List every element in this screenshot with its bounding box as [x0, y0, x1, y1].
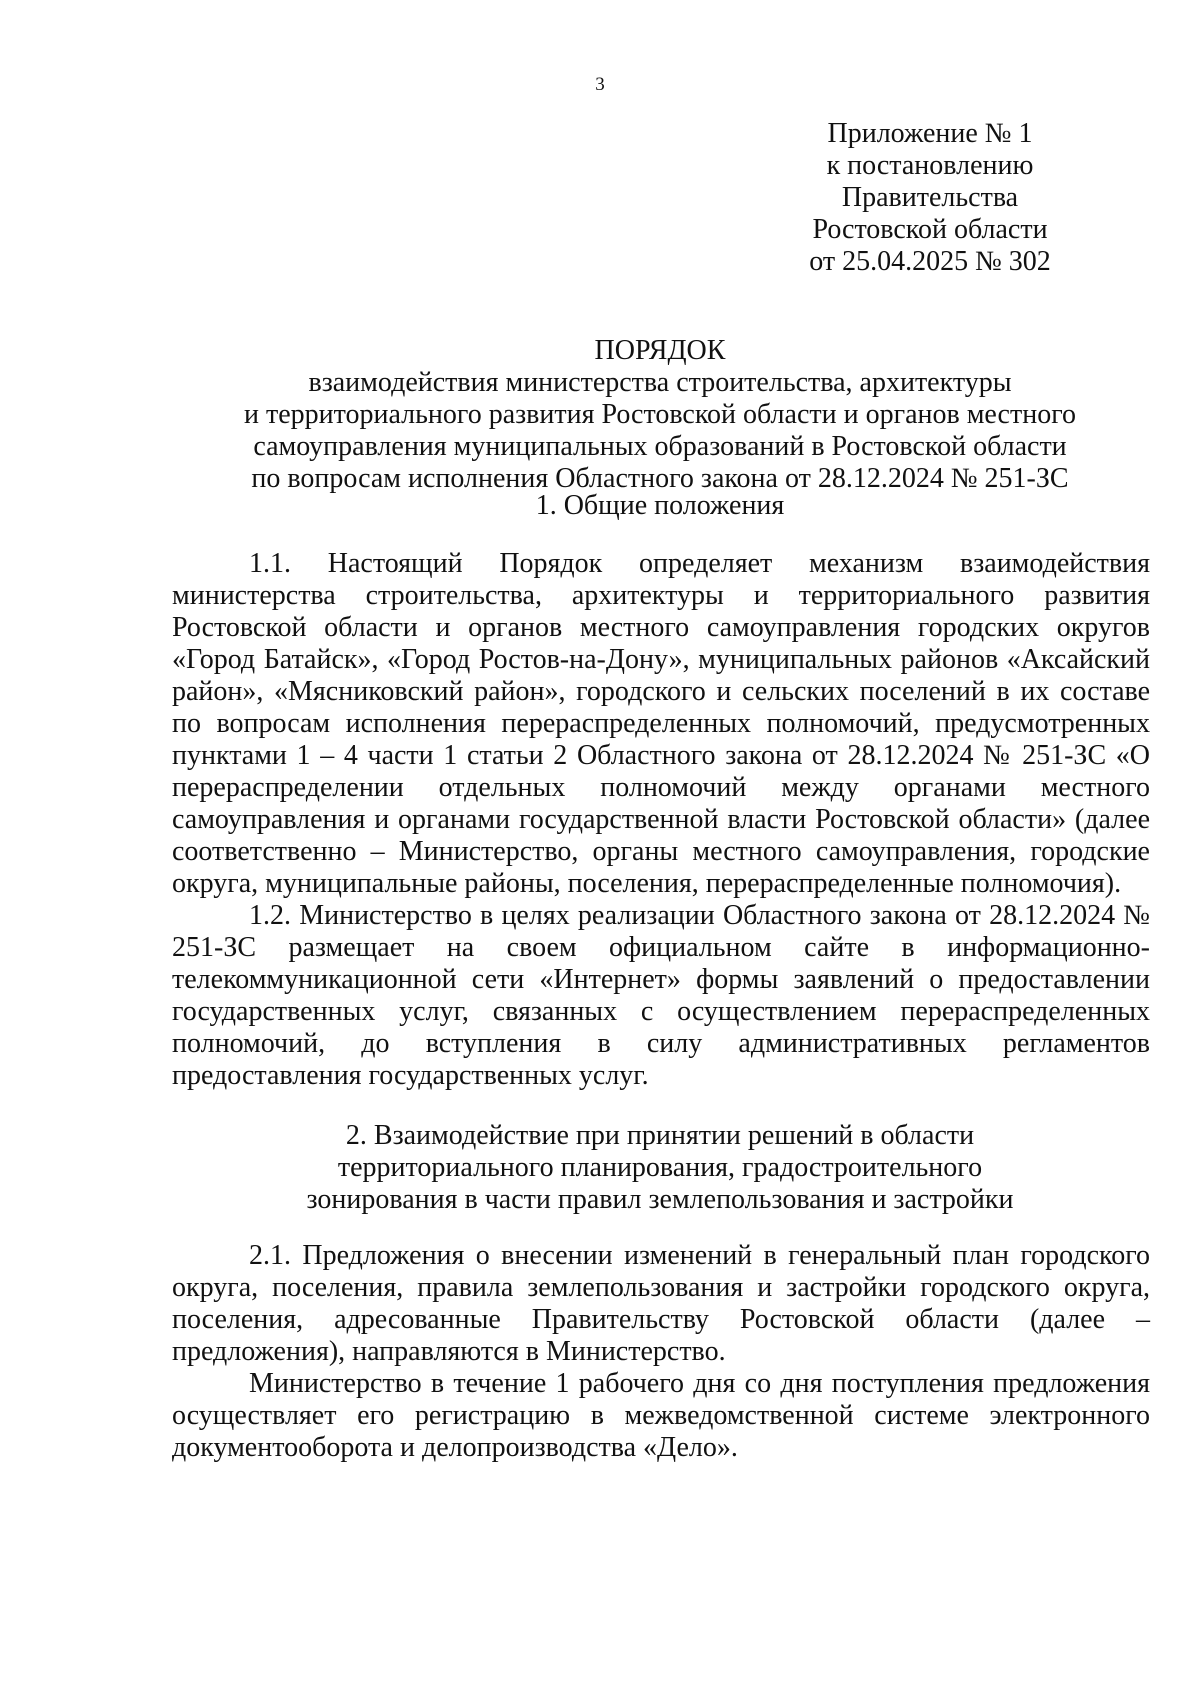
paragraph-1-1: 1.1. Настоящий Порядок определяет механизм взаимодействия министерства строительства, архитектуры и территориального развития Ростовской области и органов местного самоуправления городских округов «Город Батайск», «Город Ростов-на-Дону», муниципальных районов «Аксайский район», «Мясниковский район», городского и сельских поселений в их составе по вопросам исполнения перераспределенных полномочий, предусмотренных пунктами 1 – 4 части 1 статьи 2 Областного закона от 28.12.2024 № 251-ЗС «О перераспределении отдельных полномочий между органами местного самоуправления и органами государственной власти Ростовской области» (далее соответственно – Министерство, органы местного самоуправления, городские округа, муниципальные районы, поселения, перераспределенные полномочия). — [172, 548, 1150, 899]
document-title: ПОРЯДОК — [594, 335, 726, 366]
document-subtitle-line: и территориального развития Ростовской области и органов местного — [244, 399, 1076, 430]
appendix-reference — [790, 118, 1070, 278]
section-2-heading-line: территориального планирования, градостроительного — [337, 1152, 983, 1183]
appendix-line: Ростовской области — [812, 214, 1048, 245]
paragraph-1-2: 1.2. Министерство в целях реализации Областного закона от 28.12.2024 № 251-ЗС размещает на своем официальном сайте в информационно-телекоммуникационной сети «Интернет» формы заявлений о предоставлении государственных услуг, связанных с осуществлением перераспределенных полномочий, до вступления в силу административных регламентов предоставления государственных услуг. — [172, 900, 1150, 1091]
appendix-line: Правительства — [841, 182, 1019, 213]
document-subtitle-line: самоуправления муниципальных образований в Ростовской области — [253, 431, 1067, 462]
paragraph-2-1-continued: Министерство в течение 1 рабочего дня со дня поступления предложения осуществляет его регистрацию в межведомственной системе электронного документооборота и делопроизводства «Дело». — [172, 1368, 1150, 1463]
appendix-line: к постановлению — [826, 150, 1034, 181]
section-1-heading-text: 1. Общие положения — [535, 490, 785, 521]
appendix-line: Приложение № 1 — [827, 118, 1033, 149]
document-subtitle-line: взаимодействия министерства строительства, архитектуры — [308, 367, 1012, 398]
page-number: 3 — [595, 74, 605, 95]
document-title-block — [120, 335, 1200, 495]
section-2-heading-line: зонирования в части правил землепользования и застройки — [306, 1184, 1014, 1215]
document-subtitle-line: по вопросам исполнения Областного закона от 28.12.2024 № 251-ЗС — [251, 463, 1069, 494]
section-2-body — [172, 1240, 1150, 1464]
section-1-body — [172, 548, 1150, 1092]
section-2-heading-line: 2. Взаимодействие при принятии решений в области — [345, 1120, 975, 1151]
section-1-heading — [120, 490, 1200, 522]
paragraph-2-1: 2.1. Предложения о внесении изменений в генеральный план городского округа, поселения, правила землепользования и застройки городского округа, поселения, адресованные Правительству Ростовской области (далее – предложения), направляются в Министерство. — [172, 1240, 1150, 1367]
section-2-heading — [120, 1120, 1200, 1216]
appendix-line: от 25.04.2025 № 302 — [809, 246, 1051, 277]
